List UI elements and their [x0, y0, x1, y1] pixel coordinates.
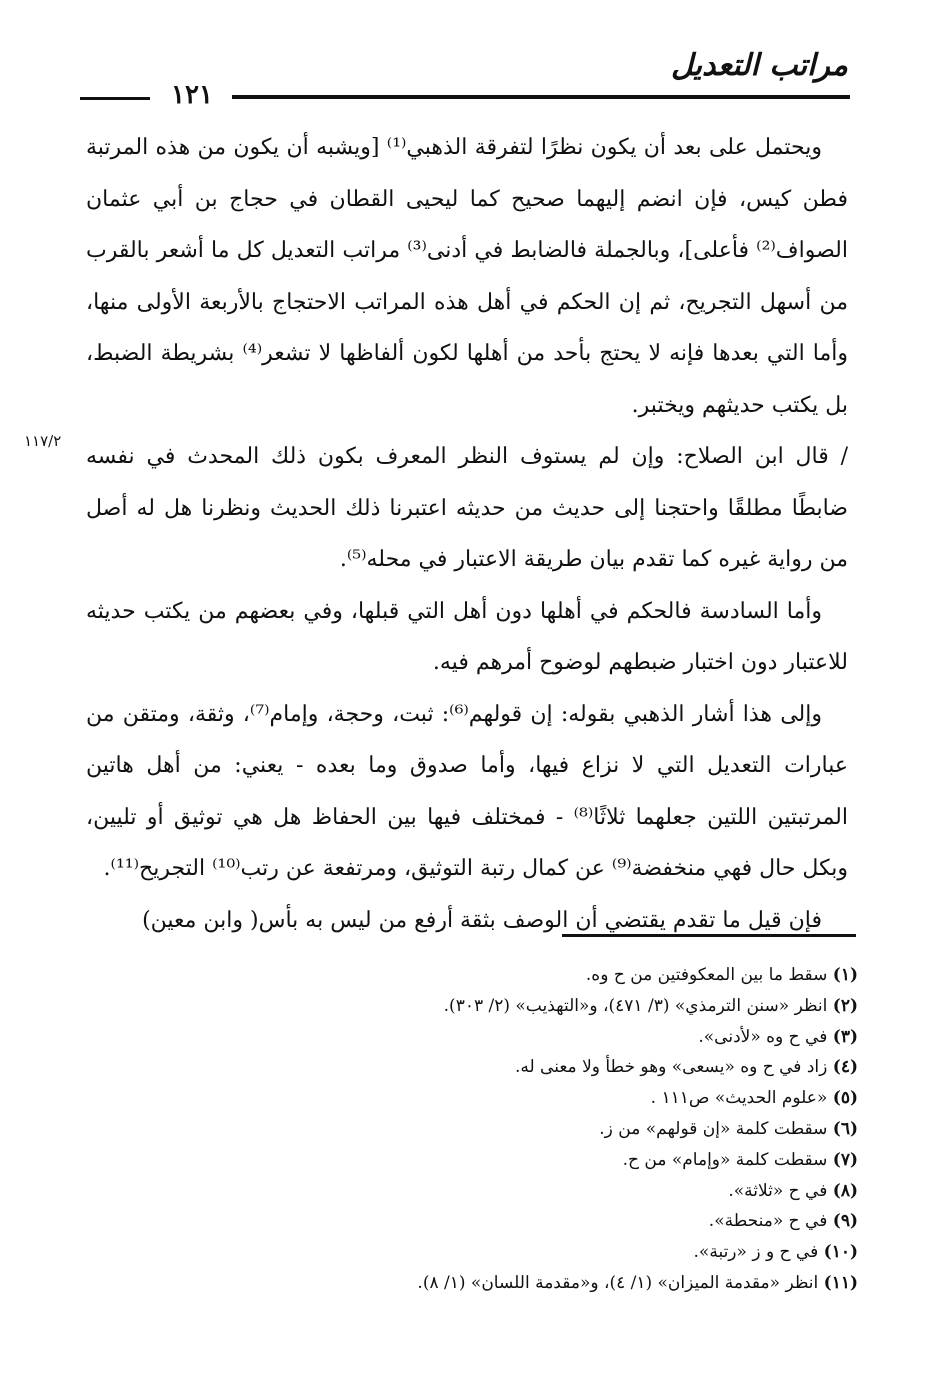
- header-rule-right: [232, 95, 850, 99]
- paragraph: ويحتمل على بعد أن يكون نظرًا لتفرقة الذهبي⁽¹⁾ [ويشبه أن يكون من هذه المرتبة فطن كيس، فإن انضم إليهما صحيح كما ليحيى القطان في حجاج بن أبي عثمان الصواف⁽²⁾ فأعلى]، وبالجملة فالضابط في أدنى⁽³⁾ مراتب التعديل كل ما أشعر بالقرب من أسهل التجريح، ثم إن الحكم في أهل هذه المراتب الاحتجاج بالأربعة الأولى منها، وأما التي بعدها فإنه لا يحتج بأحد من أهلها لكون ألفاظها لا تشعر⁽⁴⁾ بشريطة الضبط، بل يكتب حديثهم ويختبر.: [86, 135, 848, 418]
- footnote: [330, 960, 858, 991]
- footnote-text: في ح «ثلاثة».: [728, 1180, 828, 1201]
- footnote-number: (١): [832, 965, 858, 985]
- footnote-text: في ح و ز «رتبة».: [693, 1242, 819, 1263]
- footnote-number: (١١): [823, 1272, 858, 1293]
- footnote: [330, 1206, 858, 1237]
- footnote-number: (٢): [832, 995, 858, 1016]
- footnote-number: (٨): [832, 1180, 858, 1201]
- footnote: [330, 1176, 858, 1207]
- footnote-number: (١٠): [823, 1242, 858, 1263]
- footnote: [330, 991, 858, 1022]
- footnote: [330, 1268, 858, 1299]
- footnote-text: سقطت كلمة «وإمام» من ح.: [622, 1149, 828, 1170]
- footnote-text: في ح وه «لأدنى».: [698, 1026, 828, 1047]
- footnote-number: (٣): [832, 1026, 858, 1047]
- header-rule-left: [80, 97, 150, 100]
- footnote-number: (٥): [832, 1088, 858, 1109]
- footnote-number: (٩): [832, 1211, 858, 1232]
- footnote: [330, 1052, 858, 1083]
- footnote: [330, 1022, 858, 1053]
- footnote-number: (٧): [832, 1149, 858, 1170]
- paragraph: فإن قيل ما تقدم يقتضي أن الوصف بثقة أرفع من ليس به بأس( وابن معين): [142, 907, 822, 933]
- footnote-text: زاد في ح وه «يسعى» وهو خطأ ولا معنى له.: [514, 1057, 828, 1078]
- footnote: [330, 1114, 858, 1145]
- margin-reference: ١١٧/٢: [24, 432, 62, 450]
- footnote-text: «علوم الحديث» ص١١١ .: [650, 1088, 828, 1109]
- running-title: مراتب التعديل: [670, 48, 848, 83]
- footnote: [330, 1145, 858, 1176]
- paragraph: وإلى هذا أشار الذهبي بقوله: إن قولهم⁽⁶⁾: ثبت، وحجة، وإمام⁽⁷⁾، وثقة، ومتقن من عبارات التعديل التي لا نزاع فيها، وأما صدوق وما بعده - يعني: من أهل هاتين المرتبتين اللتين جعلهما ثلاثًا⁽⁸⁾ - فمختلف فيها بين الحفاظ هل هي توثيق أو تليين، وبكل حال فهي منخفضة⁽⁹⁾ عن كمال رتبة التوثيق، ومرتفعة عن رتب⁽¹⁰⁾ التجريح⁽¹¹⁾.: [86, 701, 848, 881]
- main-text: [86, 122, 848, 946]
- footnote-text: انظر «سنن الترمذي» (٣/ ٤٧١)، و«التهذيب» (٢/ ٣٠٣).: [443, 995, 828, 1016]
- footnote-text: سقط ما بين المعكوفتين من ح وه.: [585, 965, 828, 985]
- footnote-text: انظر «مقدمة الميزان» (١/ ٤)، و«مقدمة اللسان» (١/ ٨).: [417, 1272, 819, 1293]
- footnote-number: (٦): [832, 1118, 858, 1139]
- footnote: [330, 1083, 858, 1114]
- footnotes: [330, 960, 858, 1299]
- footnote-separator: [562, 934, 856, 937]
- paragraph: وأما السادسة فالحكم في أهلها دون أهل التي قبلها، وفي بعضهم من يكتب حديثه للاعتبار دون اختبار ضبطهم لوضوح أمرهم فيه.: [86, 598, 848, 675]
- footnote-number: (٤): [832, 1057, 858, 1078]
- footnote-text: في ح «منحطة».: [708, 1211, 828, 1232]
- paragraph: / قال ابن الصلاح: وإن لم يستوف النظر المعرف بكون ذلك المحدث في نفسه ضابطًا مطلقًا واحتجنا إلى حديث من حديثه اعتبرنا ذلك الحديث ونظرنا هل له أصل من رواية غيره كما تقدم بيان طريقة الاعتبار في محله⁽⁵⁾.: [86, 444, 848, 572]
- footnote: [330, 1237, 858, 1268]
- footnote-text: سقطت كلمة «إن قولهم» من ز.: [599, 1118, 828, 1139]
- page-number: ١٢١: [171, 80, 213, 110]
